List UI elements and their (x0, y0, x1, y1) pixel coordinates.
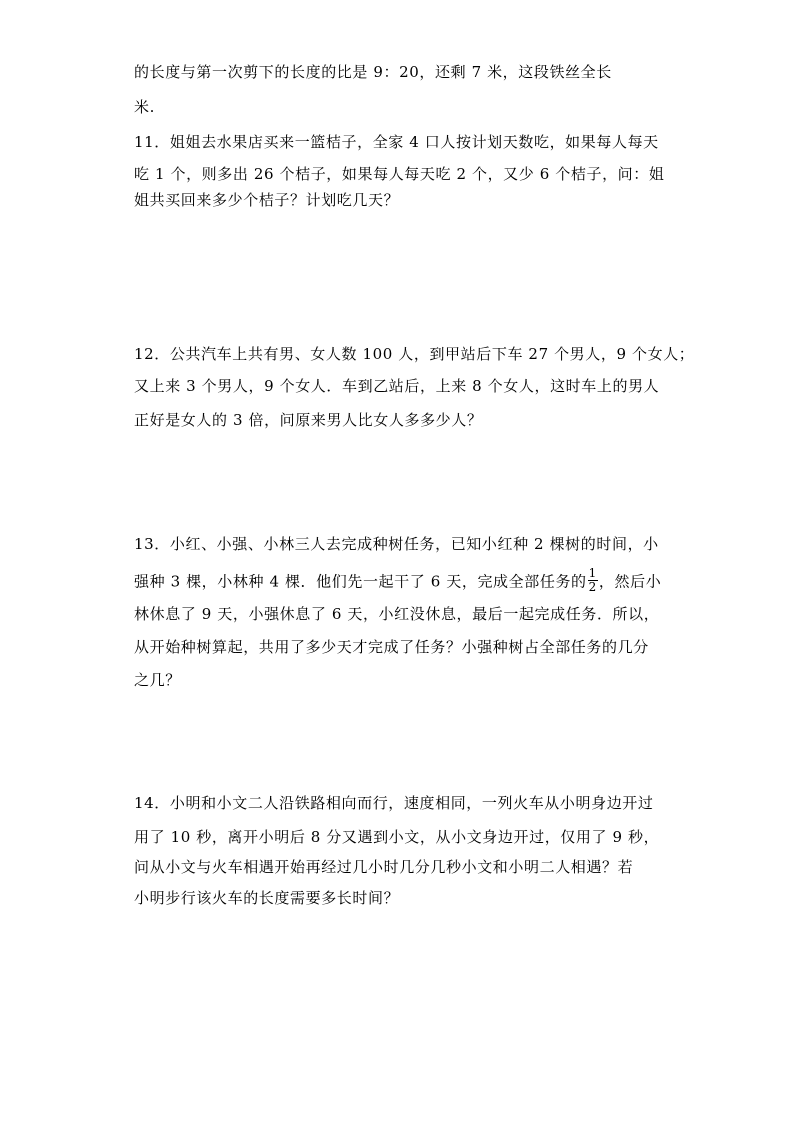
question-12-line-1: 12．公共汽车上共有男、女人数 100 人，到甲站后下车 27 个男人，9 个女人； (134, 345, 695, 363)
fraction-one-half (588, 567, 598, 594)
question-11-line-3: 姐共买回来多少个桔子？计划吃几天？ (134, 191, 400, 209)
question-13-line-2-tail: ，然后小 (598, 572, 662, 591)
question-13-line-5: 之几？ (134, 671, 181, 689)
question-14-line-4: 小明步行该火车的长度需要多长时间？ (134, 889, 400, 907)
question-12-line-2: 又上来 3 个男人，9 个女人．车到乙站后，上来 8 个女人，这时车上的男人 (134, 377, 660, 395)
question-14-line-2: 用了 10 秒，离开小明后 8 分又遇到小文，从小文身边开过，仅用了 9 秒， (134, 828, 660, 846)
fraction-denominator: 2 (588, 580, 597, 594)
fraction-numerator: 1 (588, 566, 597, 580)
question-12-line-3: 正好是女人的 3 倍，问原来男人比女人多多少人？ (134, 411, 483, 429)
question-13-line-1: 13．小红、小强、小林三人去完成种树任务，已知小红种 2 棵树的时间，小 (134, 535, 659, 553)
intro-line-1: 的长度与第一次剪下的长度的比是 9：20，还剩 7 米，这段铁丝全长 (134, 63, 612, 81)
question-14-line-1: 14．小明和小文二人沿铁路相向而行，速度相同，一列火车从小明身边开过 (134, 794, 654, 812)
question-11-line-2: 吃 1 个，则多出 26 个桔子，如果每人每天吃 2 个，又少 6 个桔子，问：姐 (134, 165, 665, 183)
intro-line-2: 米. (134, 98, 155, 116)
question-13-line-3: 林休息了 9 天，小强休息了 6 天，小红没休息，最后一起完成任务．所以， (134, 605, 660, 623)
question-13-line-2 (134, 566, 662, 596)
question-14-line-3: 问从小文与火车相遇开始再经过几小时几分几秒小文和小明二人相遇？若 (134, 858, 634, 876)
question-13-line-4: 从开始种树算起，共用了多少天才完成了任务？小强种树占全部任务的几分 (134, 638, 649, 656)
question-13-line-2-text: 强种 3 棵，小林种 4 棵．他们先一起干了 6 天，完成全部任务的 (134, 572, 587, 591)
question-11-line-1: 11．姐姐去水果店买来一篮桔子，全家 4 口人按计划天数吃，如果每人每天 (134, 133, 659, 151)
